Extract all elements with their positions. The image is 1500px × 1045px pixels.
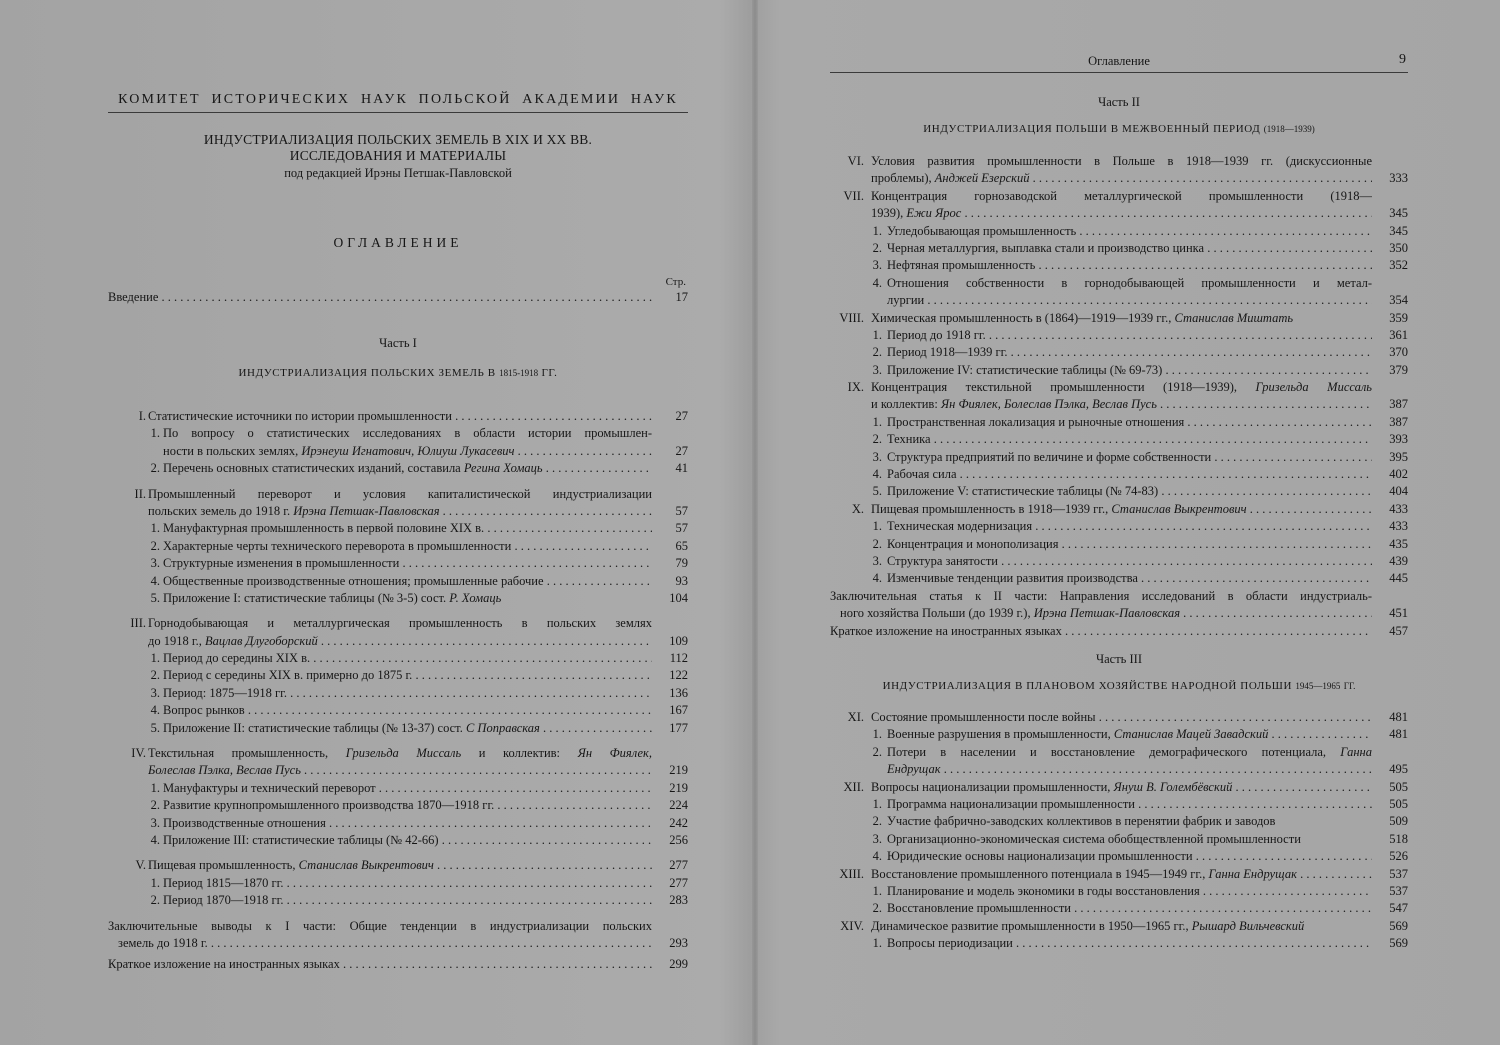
toc-section[interactable]: 1. Угледобывающая промышленность . . . 345 xyxy=(830,223,1408,240)
toc-section[interactable]: 3. Структура занятости . . . 439 xyxy=(830,553,1408,570)
part-2-label: Часть II xyxy=(1098,95,1140,109)
toc-section[interactable]: 5. Приложение I: статистические таблицы (№ 3-5) сост. Р. Хомаць 104 xyxy=(150,590,688,605)
toc-section[interactable]: 1. Техническая модернизация . . . 433 xyxy=(830,518,1408,535)
toc-heading: ОГЛАВЛЕНИЕ xyxy=(333,235,463,250)
toc-chapter-6[interactable]: VI. Условия развития промышленности в Польше в 1918—1939 гг. (дискуссионные xyxy=(847,154,1372,168)
part-3-title: ИНДУСТРИАЛИЗАЦИЯ В ПЛАНОВОМ ХОЗЯЙСТВЕ НАРОДНОЙ ПОЛЬШИ 1945—1965 ГГ. xyxy=(882,680,1356,692)
toc-entry-intro[interactable] xyxy=(108,289,688,306)
toc-section[interactable]: 2. Развитие крупнопромышленного производства 1870—1918 гг. . . . 224 xyxy=(108,797,688,814)
toc-chapter-cont[interactable]: и коллектив: Ян Фиялек, Болеслав Пэлка, Веслав Пусь . . . 387 xyxy=(830,396,1408,413)
toc-conclusion-2[interactable]: Заключительная статья к II части: Направления исследований в области индустриаль- xyxy=(830,588,1372,603)
toc-section[interactable]: 5. Приложение V: статистические таблицы (№ 74-83) . . . 404 xyxy=(830,483,1408,500)
toc-section[interactable]: 2. Потери в населении и восстановление демографического потенциала, Ганна xyxy=(872,744,1372,759)
toc-section[interactable]: 5. Приложение II: статистические таблицы (№ 13-37) сост. С Поправская . . . 177 xyxy=(108,720,688,737)
toc-summary-2[interactable]: Краткое изложение на иностранных языках . . . 457 xyxy=(830,623,1408,640)
toc-section[interactable]: 2. Характерные черты технического переворота в промышленности . . . 65 xyxy=(108,538,688,555)
toc-entry-title: Введение . . . xyxy=(108,289,652,306)
right-page xyxy=(830,0,1408,1045)
toc-chapter-2[interactable]: II. Промышленный переворот и условия капиталистической индустриализации xyxy=(134,486,652,501)
toc-section-cont[interactable]: ности в польских землях, Ирэнеуш Игнатович, Юлиуш Лукасевич . . . 27 xyxy=(108,443,688,460)
book-title-line-1: ИНДУСТРИАЛИЗАЦИЯ ПОЛЬСКИХ ЗЕМЕЛЬ В XIX И XX ВВ. xyxy=(203,132,593,147)
toc-section[interactable]: 1. По вопросу о статистических исследованиях в области истории промышлен- xyxy=(150,426,652,441)
toc-part-1 xyxy=(108,408,688,974)
toc-section[interactable]: 1. Мануфактурная промышленность в первой половине XIX в. . . . 57 xyxy=(108,520,688,537)
header-rule xyxy=(108,112,688,113)
toc-section[interactable]: 3. Нефтяная промышленность . . . 352 xyxy=(830,257,1408,274)
toc-chapter-8[interactable]: VIII. Химическая промышленность в (1864)—1919—1939 гг., Станислав Миштать 359 xyxy=(839,310,1408,325)
toc-chapter-1[interactable]: I. Статистические источники по истории промышленности . . . 27 xyxy=(108,408,688,425)
toc-section[interactable]: 2. Период с середины XIX в. примерно до 1875 г. . . . 122 xyxy=(108,667,688,684)
toc-section-cont[interactable]: Ендрущак . . . 495 xyxy=(830,761,1408,778)
toc-entry-page: 17 xyxy=(675,290,688,304)
toc-chapter-13[interactable]: XIII. Восстановление промышленного потенциала в 1945—1949 гг., Ганна Ендрущак . . . 537 xyxy=(830,866,1408,883)
toc-section[interactable]: 4. Юридические основы национализации промышленности . . . 526 xyxy=(830,848,1408,865)
toc-chapter-9[interactable]: IX. Концентрация текстильной промышленности (1918—1939), Гризельда Миссаль xyxy=(847,380,1372,395)
toc-section[interactable]: 3. Организационно-экономическая система обобществленной промышленности 518 xyxy=(872,831,1408,846)
book-gutter xyxy=(752,0,758,1045)
toc-section[interactable]: 2. Техника . . . 393 xyxy=(830,431,1408,448)
toc-chapter-cont[interactable]: до 1918 г., Вацлав Длугоборский . . . 109 xyxy=(108,633,688,650)
toc-section[interactable]: 2. Участие фабрично-заводских коллективов в перенятии фабрик и заводов 509 xyxy=(872,814,1408,829)
part-3-label: Часть III xyxy=(1096,652,1142,666)
running-head: Оглавление xyxy=(1088,54,1150,68)
toc-chapter-12[interactable]: XII. Вопросы национализации промышленности, Януш В. Голембёвский . . . 505 xyxy=(830,779,1408,796)
toc-section[interactable]: 3. Структурные изменения в промышленности . . . 79 xyxy=(108,555,688,572)
editor-line: под редакцией Ирэны Петшак-Павловской xyxy=(284,166,512,180)
toc-section[interactable]: 2. Период 1870—1918 гг. . . . 283 xyxy=(108,892,688,909)
page-number: 9 xyxy=(1399,52,1406,67)
part-2-title: ИНДУСТРИАЛИЗАЦИЯ ПОЛЬШИ В МЕЖВОЕННЫЙ ПЕРИОД (1918—1939) xyxy=(923,123,1315,135)
toc-section[interactable]: 1. Вопросы периодизации . . . 569 xyxy=(830,935,1408,952)
left-page xyxy=(108,0,688,1045)
toc-chapter-4[interactable]: IV. Текстильная промышленность, Гризельда Миссаль и коллектив: Ян Фиялек, xyxy=(131,746,652,761)
running-head-rule xyxy=(830,72,1408,73)
toc-chapter-11[interactable]: XI. Состояние промышленности после войны . . . 481 xyxy=(830,709,1408,726)
committee-header: КОМИТЕТ ИСТОРИЧЕСКИХ НАУК ПОЛЬСКОЙ АКАДЕМИИ НАУК xyxy=(118,92,678,107)
toc-section[interactable]: 1. Пространственная локализация и рыночные отношения . . . 387 xyxy=(830,414,1408,431)
toc-conclusion-cont[interactable]: земель до 1918 г. . . . 293 xyxy=(108,935,688,952)
toc-section[interactable]: 2. Период 1918—1939 гг. . . . 370 xyxy=(830,344,1408,361)
toc-section[interactable]: 3. Структура предприятий по величине и форме собственности . . . 395 xyxy=(830,449,1408,466)
toc-section[interactable]: 2. Концентрация и монополизация . . . 435 xyxy=(830,536,1408,553)
toc-chapter-cont[interactable]: 1939), Ежи Ярос . . . 345 xyxy=(830,205,1408,222)
toc-section[interactable]: 4. Общественные производственные отношения; промышленные рабочие . . . 93 xyxy=(108,573,688,590)
book-title-line-2: ИССЛЕДОВАНИЯ И МАТЕРИАЛЫ xyxy=(289,148,507,163)
toc-section[interactable]: 1. Программа национализации промышленности . . . 505 xyxy=(830,796,1408,813)
toc-section[interactable]: 2. Перечень основных статистических изданий, составила Регина Хомаць . . . 41 xyxy=(108,460,688,477)
toc-section[interactable]: 4. Рабочая сила . . . 402 xyxy=(830,466,1408,483)
toc-section[interactable]: 1. Планирование и модель экономики в годы восстановления . . . 537 xyxy=(830,883,1408,900)
toc-chapter-7[interactable]: VII. Концентрация горнозаводской металлургической промышленности (1918— xyxy=(843,188,1372,203)
toc-intro xyxy=(108,289,688,306)
toc-chapter-5[interactable]: V. Пищевая промышленность, Станислав Выкрентович . . . 277 xyxy=(108,857,688,874)
toc-part-3 xyxy=(830,709,1408,952)
toc-section[interactable]: 1. Период 1815—1870 гг. . . . 277 xyxy=(108,875,688,892)
toc-chapter-10[interactable]: X. Пищевая промышленность в 1918—1939 гг., Станислав Выкрентович . . . 433 xyxy=(830,501,1408,518)
toc-chapter-cont[interactable]: Болеслав Пэлка, Веслав Пусь . . . 219 xyxy=(108,762,688,779)
part-1-title: ИНДУСТРИАЛИЗАЦИЯ ПОЛЬСКИХ ЗЕМЕЛЬ В 1815-1918 ГГ. xyxy=(238,367,558,379)
toc-section[interactable]: 4. Вопрос рынков . . . 167 xyxy=(108,702,688,719)
toc-section[interactable]: 4. Изменчивые тенденции развития производства . . . 445 xyxy=(830,570,1408,587)
toc-chapter-cont[interactable]: проблемы), Анджей Езерский . . . 333 xyxy=(830,170,1408,187)
toc-chapter-3[interactable]: III. Горнодобывающая и металлургическая промышленность в польских землях xyxy=(130,616,652,631)
toc-section[interactable]: 4. Приложение III: статистические таблицы (№ 42-66) . . . 256 xyxy=(108,832,688,849)
toc-conclusion-1[interactable]: Заключительные выводы к I части: Общие тенденции в индустриализации польских xyxy=(108,918,652,933)
page-column-label: Стр. xyxy=(665,276,686,288)
toc-section[interactable]: 3. Производственные отношения . . . 242 xyxy=(108,815,688,832)
toc-summary-1[interactable]: Краткое изложение на иностранных языках . . . 299 xyxy=(108,956,688,973)
toc-section-cont[interactable]: лургии . . . 354 xyxy=(830,292,1408,309)
toc-part-2 xyxy=(830,153,1408,640)
toc-section[interactable]: 3. Приложение IV: статистические таблицы (№ 69-73) . . . 379 xyxy=(830,362,1408,379)
toc-section[interactable]: 1. Период до середины XIX в. . . . 112 xyxy=(108,650,688,667)
toc-section[interactable]: 1. Военные разрушения в промышленности, Станислав Мацей Завадский . . . 481 xyxy=(830,726,1408,743)
toc-section[interactable]: 3. Период: 1875—1918 гг. . . . 136 xyxy=(108,685,688,702)
book-title xyxy=(108,132,688,164)
toc-section[interactable]: 2. Черная металлургия, выплавка стали и производство цинка . . . 350 xyxy=(830,240,1408,257)
toc-conclusion-cont[interactable]: ного хозяйства Польши (до 1939 г.), Ирэна Петшак-Павловская . . . 451 xyxy=(830,605,1408,622)
toc-section[interactable]: 1. Период до 1918 гг. . . . 361 xyxy=(830,327,1408,344)
toc-section[interactable]: 1. Мануфактуры и технический переворот . . . 219 xyxy=(108,780,688,797)
toc-chapter-cont[interactable]: польских земель до 1918 г. Ирэна Петшак-Павловская . . . 57 xyxy=(108,503,688,520)
toc-section[interactable]: 2. Восстановление промышленности . . . 547 xyxy=(830,900,1408,917)
part-1-label: Часть I xyxy=(379,336,417,350)
toc-section[interactable]: 4. Отношения собственности в горнодобывающей промышленности и метал- xyxy=(872,275,1372,290)
toc-chapter-14[interactable]: XIV. Динамическое развитие промышленности в 1950—1965 гг., Рышард Вильчевский 569 xyxy=(840,918,1408,933)
